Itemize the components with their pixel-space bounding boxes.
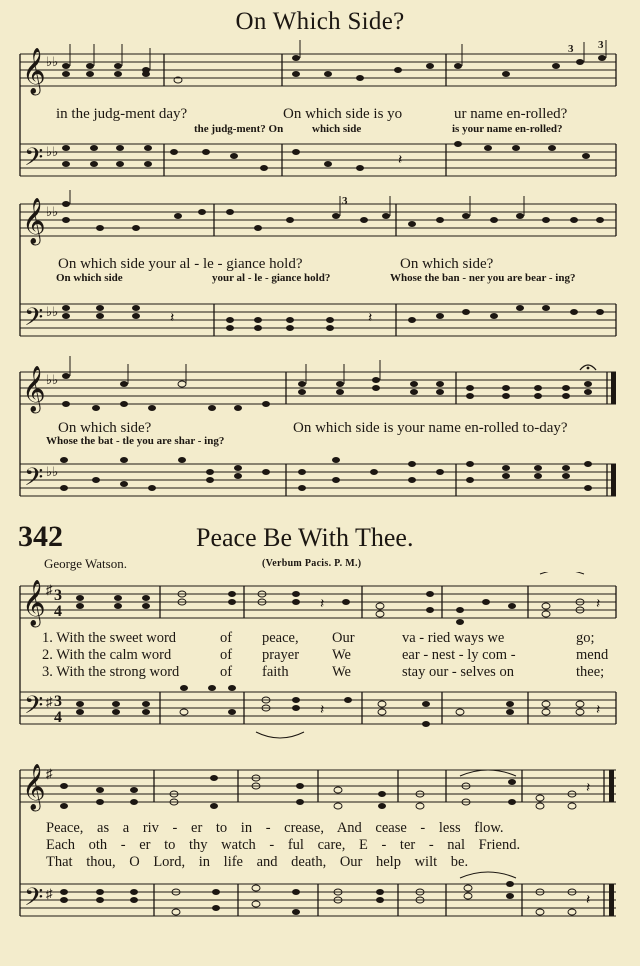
- svg-text:♭♭: ♭♭: [46, 204, 59, 219]
- notes-bass: [62, 305, 604, 331]
- rest-icon: 𝄽: [170, 311, 175, 326]
- svg-text:4: 4: [54, 709, 62, 726]
- tie: [460, 770, 516, 776]
- stanza-3-line-2: That thou, O Lord, in life and death, Our help wilt be.: [46, 854, 469, 870]
- stems-treble: [70, 40, 606, 70]
- bass-clef-icon: 𝄢: [24, 464, 44, 497]
- lyric-line-2-echo-a: On which side: [56, 272, 123, 284]
- tuplet-3-a: 3: [568, 43, 574, 55]
- lyric-line-1-echo-c: is your name en-rolled?: [452, 123, 563, 135]
- treble-clef-icon: 𝄞: [22, 48, 46, 94]
- svg-text:♯: ♯: [46, 766, 53, 781]
- bass-clef-icon: 𝄢: [24, 884, 44, 917]
- bass-clef-icon: 𝄢: [24, 304, 44, 337]
- treble-clef-icon: 𝄞: [22, 764, 46, 809]
- hymn-title-peace-be-with-thee: Peace Be With Thee.: [196, 523, 414, 552]
- bass-clef-icon: 𝄢: [24, 143, 44, 178]
- key-signature-sharp-bass: ♯: [46, 694, 53, 709]
- rest-icon: 𝄽: [596, 703, 601, 718]
- lyric-line-1-echo-a: the judg-ment? On: [194, 123, 284, 135]
- lyric-line-2-echo-c: Whose the ban - ner you are bear - ing?: [390, 272, 576, 284]
- hymn-tune-name: (Verbum Pacis. P. M.): [262, 558, 362, 569]
- final-barline: [609, 770, 614, 916]
- bass-staff: [20, 144, 616, 176]
- rest-icon: 𝄽: [586, 893, 591, 908]
- rest-icon: 𝄽: [368, 311, 373, 326]
- hymnal-page: On Which Side? 𝄞 𝄢 ♭♭ ♭♭ 3 3 𝄽 in the judg-ment day? On which side is yo ur name en-rolled? the judg-ment? On which side is your name en-rolled? 𝄞 𝄢 ♭♭ ♭♭ 3 𝄽 𝄽 On which side your al - le - giance hold? On which side? On which side your al - le - giance hold? Whose the ban - ner you are bear - ing? 𝄞 𝄢 ♭♭ ♭♭ On which side? On which side is your name en-rolled to-day? Whose the bat - tle you are shar - ing? 342 Peace Be With Thee. George Watson. (Verbum Pacis. P. M.) 𝄞 𝄢 ♯ ♯ 3 4 3 4 𝄽 𝄽 𝄽 𝄽 1. With the sweet word of peace, Our va - ried ways we go; 2. With the calm word of prayer We ear - nest - ly com - mend 3. With the strong word of faith We stay our - selves on thee; 𝄞 𝄢 ♯ ♯ 𝄽 𝄽 Peace, as a riv - er to in - crease, And cease - less flow. Each oth - er to thy watch - ful care, E - ter - nal Friend. That thou, O Lord, in life and death, Our help wilt be.: [0, 0, 640, 966]
- tie: [540, 572, 584, 574]
- tuplet-3-b: 3: [598, 40, 604, 51]
- notes-treble: [76, 591, 584, 625]
- tie: [460, 872, 516, 878]
- svg-text:3: 3: [54, 587, 62, 604]
- lyric-line-1-main-a: in the judg-ment day?: [56, 106, 188, 122]
- lyric-line-2-main-a: On which side your al - le - giance hold?: [58, 256, 303, 272]
- notes-bass: [60, 457, 592, 491]
- time-signature-treble: [54, 587, 62, 620]
- key-signature-bass: ♭♭: [46, 144, 59, 159]
- hymn-author: George Watson.: [44, 556, 127, 571]
- lyric-line-3-main-b: On which side is your name en-rolled to-day?: [293, 420, 568, 436]
- key-signature-treble: ♭♭: [46, 54, 59, 69]
- rest-icon: 𝄽: [596, 597, 601, 612]
- svg-text:4: 4: [54, 603, 62, 620]
- treble-clef-icon: 𝄞: [22, 366, 46, 411]
- notes-treble: [62, 55, 606, 83]
- svg-text:3: 3: [54, 693, 62, 710]
- tuplet-3: 3: [342, 195, 348, 207]
- stanza-2-line-2: Each oth - er to thy watch - ful care, E - ter - nal Friend.: [46, 837, 521, 853]
- svg-text:♭♭: ♭♭: [46, 304, 59, 319]
- treble-clef-icon: 𝄞: [22, 580, 46, 625]
- stanza-1-line-2: Peace, as a riv - er to in - crease, And cease - less flow.: [46, 820, 504, 836]
- lyric-line-1-main-c: ur name en-rolled?: [454, 106, 568, 122]
- rest-icon: 𝄽: [320, 597, 325, 612]
- tie: [256, 732, 304, 738]
- lyric-line-3-echo-a: Whose the bat - tle you are shar - ing?: [46, 435, 225, 447]
- svg-text:♯: ♯: [46, 886, 53, 901]
- svg-text:♭♭: ♭♭: [46, 372, 59, 387]
- rest-icon: 𝄽: [398, 153, 403, 168]
- treble-clef-icon: 𝄞: [22, 198, 46, 243]
- rest-icon: 𝄽: [586, 781, 591, 796]
- hymn-number: 342: [18, 520, 63, 553]
- notes-treble: [62, 201, 604, 231]
- lyric-line-2-main-b: On which side?: [400, 256, 494, 272]
- lyric-line-1-main-b: On which side is yo: [283, 106, 403, 122]
- rest-icon: 𝄽: [320, 703, 325, 718]
- notes-bass: [76, 685, 584, 727]
- final-barline: [611, 372, 616, 496]
- svg-text:♭♭: ♭♭: [46, 464, 59, 479]
- bass-clef-icon: 𝄢: [24, 692, 44, 725]
- treble-staff: [20, 54, 616, 86]
- time-signature-bass: [54, 693, 62, 726]
- notes-bass: [62, 141, 590, 171]
- key-signature-sharp: ♯: [46, 582, 53, 597]
- hymn-title-on-which-side: On Which Side?: [235, 8, 405, 35]
- lyric-line-1-echo-b: which side: [312, 123, 362, 135]
- lyric-line-3-main-a: On which side?: [58, 420, 152, 436]
- lyric-line-2-echo-b: your al - le - giance hold?: [212, 272, 331, 284]
- notes-treble: [62, 373, 592, 411]
